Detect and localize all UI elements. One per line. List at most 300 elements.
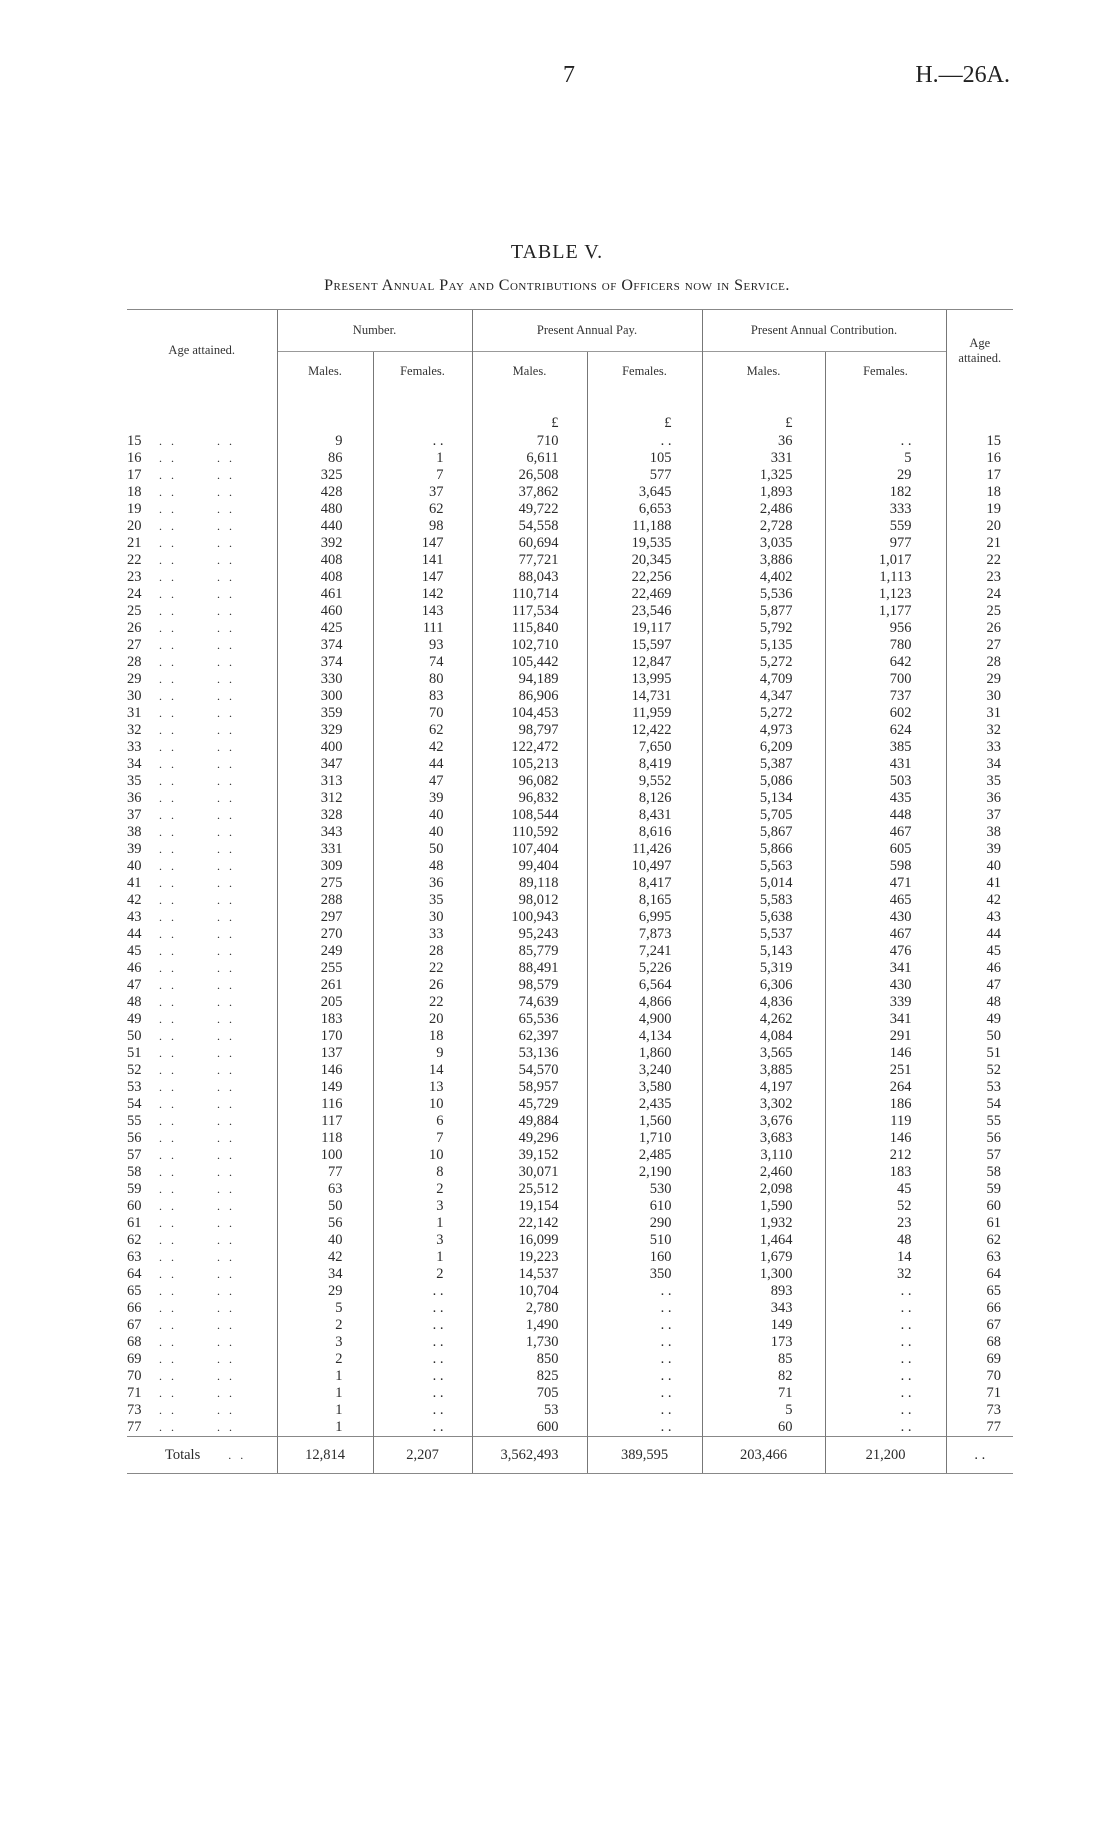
age-attained: 53 [127,1079,142,1095]
pay-males: 108,544 [472,807,587,824]
number-males: 56 [277,1215,373,1232]
table-body [127,391,1013,1437]
pay-males: 98,797 [472,722,587,739]
table-row [127,1317,1013,1334]
contribution-females: . . [825,1368,946,1385]
age-attained-right: 50 [946,1028,1013,1045]
age-attained-right: 33 [946,739,1013,756]
age-attained-cell [127,841,277,858]
number-males: 1 [277,1385,373,1402]
pay-females: 11,959 [587,705,702,722]
header-contribution-females: Females. [825,352,946,392]
leader-dots: . . [217,995,235,1009]
age-attained: 38 [127,824,142,840]
leader-dots: . . [217,842,235,856]
age-attained-cell [127,1249,277,1266]
contribution-females: 598 [825,858,946,875]
document-reference: H.—26A. [915,62,1010,88]
number-males: 205 [277,994,373,1011]
contribution-females: 23 [825,1215,946,1232]
age-attained: 73 [127,1402,142,1418]
contribution-females: 465 [825,892,946,909]
contribution-males: 3,885 [702,1062,825,1079]
number-males: 261 [277,977,373,994]
number-females: 39 [373,790,472,807]
leader-dots: . . [217,536,235,550]
number-females: 3 [373,1198,472,1215]
table-row [127,994,1013,1011]
number-females: . . [373,1283,472,1300]
age-attained-right: 59 [946,1181,1013,1198]
age-attained: 39 [127,841,142,857]
leader-dots: . . [217,1029,235,1043]
age-attained-right: 62 [946,1232,1013,1249]
number-females: 111 [373,620,472,637]
age-attained-right: 17 [946,467,1013,484]
contribution-males: 149 [702,1317,825,1334]
age-attained-cell [127,875,277,892]
age-attained-cell [127,1164,277,1181]
number-males: 9 [277,433,373,450]
number-females: 1 [373,1215,472,1232]
contribution-females: . . [825,1385,946,1402]
age-attained-cell [127,1300,277,1317]
leader-dots: . . [159,1080,177,1094]
contribution-females: 467 [825,824,946,841]
age-attained-right: 60 [946,1198,1013,1215]
age-attained: 42 [127,892,142,908]
pay-females: 2,485 [587,1147,702,1164]
age-attained-right: 38 [946,824,1013,841]
leader-dots: . . [217,1097,235,1111]
number-females: 2 [373,1181,472,1198]
number-females: 147 [373,535,472,552]
age-attained: 33 [127,739,142,755]
table-row [127,722,1013,739]
table-row [127,1283,1013,1300]
number-females: 62 [373,722,472,739]
number-females: 7 [373,1130,472,1147]
number-males: 288 [277,892,373,909]
contribution-females: 146 [825,1130,946,1147]
pay-females: 14,731 [587,688,702,705]
number-females: 48 [373,858,472,875]
pay-females: 530 [587,1181,702,1198]
contribution-females: 430 [825,977,946,994]
age-attained-cell [127,637,277,654]
pay-females: 9,552 [587,773,702,790]
number-males: 300 [277,688,373,705]
number-females: 30 [373,909,472,926]
page-number: 7 [563,62,575,88]
pay-females: 7,873 [587,926,702,943]
age-attained: 28 [127,654,142,670]
header-age-attained-right: Age attained. [946,310,1013,392]
number-males: 255 [277,960,373,977]
age-attained-cell [127,790,277,807]
age-attained: 67 [127,1317,142,1333]
pay-males: 53 [472,1402,587,1419]
number-females: 33 [373,926,472,943]
number-males: 2 [277,1351,373,1368]
pay-males: 22,142 [472,1215,587,1232]
number-males: 40 [277,1232,373,1249]
number-females: 10 [373,1096,472,1113]
contribution-females: 977 [825,535,946,552]
age-attained-cell [127,1011,277,1028]
number-females: 147 [373,569,472,586]
contribution-males: 1,679 [702,1249,825,1266]
table-row [127,1419,1013,1437]
contribution-males: 3,886 [702,552,825,569]
contribution-females: . . [825,1300,946,1317]
age-attained-cell [127,926,277,943]
pay-females: . . [587,1368,702,1385]
pay-males: 54,558 [472,518,587,535]
table-row [127,1385,1013,1402]
age-attained: 19 [127,501,142,517]
leader-dots: . . [217,1420,235,1434]
number-females: 80 [373,671,472,688]
number-females: 10 [373,1147,472,1164]
contribution-females: 1,177 [825,603,946,620]
leader-dots: . . [159,451,177,465]
age-attained-cell [127,756,277,773]
pay-females: . . [587,1300,702,1317]
leader-dots: . . [159,1284,177,1298]
leader-dots: . . [159,910,177,924]
age-attained-cell [127,994,277,1011]
number-males: 100 [277,1147,373,1164]
age-attained: 25 [127,603,142,619]
age-attained-cell [127,688,277,705]
number-males: 170 [277,1028,373,1045]
table-row [127,569,1013,586]
leader-dots: . . [217,1131,235,1145]
number-males: 116 [277,1096,373,1113]
number-females: 83 [373,688,472,705]
number-males: 343 [277,824,373,841]
contribution-males: 36 [702,433,825,450]
pay-females: 15,597 [587,637,702,654]
table-row [127,433,1013,450]
number-females: 70 [373,705,472,722]
pay-females: . . [587,433,702,450]
leader-dots: . . [159,1182,177,1196]
age-attained: 61 [127,1215,142,1231]
age-attained-cell [127,943,277,960]
number-males: 118 [277,1130,373,1147]
leader-dots: . . [217,1063,235,1077]
number-females: . . [373,1368,472,1385]
number-females: . . [373,433,472,450]
age-attained: 16 [127,450,142,466]
age-attained: 24 [127,586,142,602]
age-attained-right: 70 [946,1368,1013,1385]
table-row [127,1079,1013,1096]
age-attained-right: 22 [946,552,1013,569]
leader-dots: . . [159,757,177,771]
number-males: 77 [277,1164,373,1181]
age-attained: 29 [127,671,142,687]
pay-males: 10,704 [472,1283,587,1300]
pay-males: 88,491 [472,960,587,977]
leader-dots: . . [217,1318,235,1332]
age-attained: 15 [127,433,142,449]
contribution-males: 5,867 [702,824,825,841]
contribution-males: 5,086 [702,773,825,790]
leader-dots: . . [159,1369,177,1383]
contribution-males: 343 [702,1300,825,1317]
age-attained-right: 42 [946,892,1013,909]
pay-females: 2,190 [587,1164,702,1181]
age-attained: 46 [127,960,142,976]
age-attained-cell [127,960,277,977]
leader-dots: . . [217,774,235,788]
age-attained-cell [127,1385,277,1402]
age-attained-right: 69 [946,1351,1013,1368]
age-attained-cell [127,671,277,688]
age-attained-right: 61 [946,1215,1013,1232]
pay-females: 12,422 [587,722,702,739]
number-males: 359 [277,705,373,722]
contribution-males: 5,143 [702,943,825,960]
pay-females: 8,417 [587,875,702,892]
age-attained-cell [127,1113,277,1130]
total-pay-females: 389,595 [587,1437,702,1474]
leader-dots: . . [159,468,177,482]
age-attained-cell [127,1062,277,1079]
age-attained-cell [127,1028,277,1045]
contribution-males: 5,792 [702,620,825,637]
pay-males: 54,570 [472,1062,587,1079]
pay-females: 7,241 [587,943,702,960]
number-males: 428 [277,484,373,501]
table-row [127,790,1013,807]
totals-row [127,1437,1013,1474]
table-row [127,773,1013,790]
table-row [127,1147,1013,1164]
age-attained-right: 49 [946,1011,1013,1028]
pay-contributions-table [127,309,1013,1474]
table-row [127,824,1013,841]
number-females: 20 [373,1011,472,1028]
pay-males: 104,453 [472,705,587,722]
number-females: 98 [373,518,472,535]
pay-females: 10,497 [587,858,702,875]
contribution-males: 5,563 [702,858,825,875]
number-males: 440 [277,518,373,535]
number-males: 460 [277,603,373,620]
leader-dots: . . [217,1114,235,1128]
pay-females: 22,469 [587,586,702,603]
number-males: 146 [277,1062,373,1079]
number-females: 3 [373,1232,472,1249]
leader-dots: . . [217,1250,235,1264]
contribution-females: 341 [825,1011,946,1028]
contribution-males: 5,866 [702,841,825,858]
pay-males: 705 [472,1385,587,1402]
pay-males: 99,404 [472,858,587,875]
leader-dots: . . [159,1148,177,1162]
contribution-females: . . [825,433,946,450]
contribution-females: 476 [825,943,946,960]
leader-dots: . . [159,1165,177,1179]
leader-dots: . . [159,1216,177,1230]
pay-females: 11,426 [587,841,702,858]
age-attained: 71 [127,1385,142,1401]
age-attained-cell [127,977,277,994]
number-females: 1 [373,1249,472,1266]
leader-dots: . . [217,587,235,601]
age-attained-right: 57 [946,1147,1013,1164]
table-row [127,501,1013,518]
age-attained: 59 [127,1181,142,1197]
age-attained-cell [127,654,277,671]
number-females: 44 [373,756,472,773]
age-attained: 62 [127,1232,142,1248]
leader-dots: . . [159,1318,177,1332]
contribution-females: 435 [825,790,946,807]
leader-dots: . . [159,808,177,822]
contribution-males: 3,676 [702,1113,825,1130]
number-males: 1 [277,1368,373,1385]
age-attained: 43 [127,909,142,925]
age-attained-right: 58 [946,1164,1013,1181]
pay-males: 850 [472,1351,587,1368]
totals-label-cell [127,1437,277,1474]
age-attained-right: 32 [946,722,1013,739]
contribution-females: 956 [825,620,946,637]
pay-females: 22,256 [587,569,702,586]
age-attained-cell [127,892,277,909]
currency-pay-males: £ [472,413,587,433]
number-females: 47 [373,773,472,790]
leader-dots: . . [159,1012,177,1026]
pay-females: 8,431 [587,807,702,824]
contribution-males: 2,098 [702,1181,825,1198]
contribution-females: 431 [825,756,946,773]
total-age-attained: . . [946,1437,1013,1474]
header-age-attained: Age attained. [127,310,277,392]
pay-males: 85,779 [472,943,587,960]
leader-dots: . . [217,1012,235,1026]
table-row [127,1113,1013,1130]
pay-males: 74,639 [472,994,587,1011]
age-attained-right: 68 [946,1334,1013,1351]
contribution-females: 264 [825,1079,946,1096]
contribution-males: 3,302 [702,1096,825,1113]
pay-males: 58,957 [472,1079,587,1096]
table-row [127,1028,1013,1045]
contribution-males: 893 [702,1283,825,1300]
age-attained-right: 55 [946,1113,1013,1130]
pay-males: 37,862 [472,484,587,501]
age-attained: 18 [127,484,142,500]
number-females: 9 [373,1045,472,1062]
number-females: 42 [373,739,472,756]
leader-dots: . . [159,1386,177,1400]
number-females: 93 [373,637,472,654]
contribution-females: . . [825,1351,946,1368]
pay-females: 20,345 [587,552,702,569]
contribution-males: 5,583 [702,892,825,909]
leader-dots: . . [217,757,235,771]
contribution-males: 71 [702,1385,825,1402]
pay-females: 577 [587,467,702,484]
contribution-females: 45 [825,1181,946,1198]
age-attained-cell [127,807,277,824]
table-row [127,1181,1013,1198]
contribution-females: 624 [825,722,946,739]
pay-females: 510 [587,1232,702,1249]
age-attained-right: 23 [946,569,1013,586]
contribution-males: 4,709 [702,671,825,688]
leader-dots: . . [159,587,177,601]
table-row [127,1130,1013,1147]
table-row [127,705,1013,722]
number-females: 74 [373,654,472,671]
age-attained: 32 [127,722,142,738]
table-row [127,1334,1013,1351]
age-attained-cell [127,484,277,501]
number-females: 36 [373,875,472,892]
age-attained-cell [127,1147,277,1164]
number-females: 18 [373,1028,472,1045]
number-females: 40 [373,824,472,841]
number-females: 37 [373,484,472,501]
age-attained: 58 [127,1164,142,1180]
pay-males: 710 [472,433,587,450]
number-females: 50 [373,841,472,858]
age-attained-cell [127,1334,277,1351]
leader-dots: . . [217,859,235,873]
contribution-females: 183 [825,1164,946,1181]
contribution-females: 182 [825,484,946,501]
pay-females: . . [587,1402,702,1419]
pay-females: 8,616 [587,824,702,841]
age-attained-right: 64 [946,1266,1013,1283]
age-attained-cell [127,1283,277,1300]
leader-dots: . . [159,1335,177,1349]
table-row [127,1232,1013,1249]
leader-dots: . . [159,978,177,992]
age-attained-cell [127,1198,277,1215]
contribution-females: 448 [825,807,946,824]
leader-dots: . . [159,1131,177,1145]
number-females: 6 [373,1113,472,1130]
contribution-males: 5,134 [702,790,825,807]
contribution-males: 85 [702,1351,825,1368]
contribution-females: 333 [825,501,946,518]
number-males: 392 [277,535,373,552]
number-males: 400 [277,739,373,756]
leader-dots: . . [217,961,235,975]
contribution-females: 52 [825,1198,946,1215]
leader-dots: . . [159,553,177,567]
table-row [127,1045,1013,1062]
contribution-males: 1,300 [702,1266,825,1283]
age-attained-cell [127,1130,277,1147]
contribution-males: 4,836 [702,994,825,1011]
age-attained-right: 27 [946,637,1013,654]
table-row [127,1198,1013,1215]
table-row [127,671,1013,688]
contribution-females: 212 [825,1147,946,1164]
leader-dots: . . [159,1301,177,1315]
age-attained-right: 39 [946,841,1013,858]
leader-dots: . . [217,706,235,720]
